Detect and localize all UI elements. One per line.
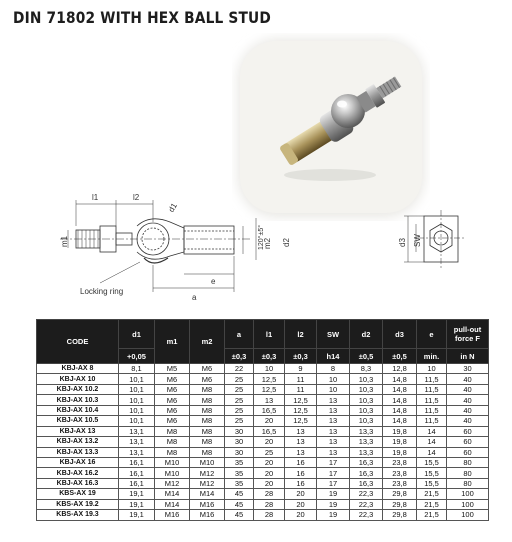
table-cell: 80 — [447, 478, 489, 488]
table-cell: 19,1 — [119, 499, 155, 509]
header-e: e — [417, 320, 447, 349]
table-cell: M14 — [190, 489, 225, 499]
tol-a: ±0,3 — [225, 349, 254, 364]
table-cell: 13 — [285, 437, 317, 447]
table-cell: 11,5 — [417, 384, 447, 394]
table-cell: 23,8 — [383, 468, 417, 478]
table-cell: M12 — [190, 478, 225, 488]
cell-code: KBJ-AX 16.3 — [37, 478, 119, 488]
table-cell: 10,3 — [350, 395, 383, 405]
table-cell: 20 — [254, 437, 285, 447]
table-cell: M8 — [190, 416, 225, 426]
header-sw: SW — [317, 320, 350, 349]
table-cell: 100 — [447, 489, 489, 499]
table-cell: 25 — [225, 384, 254, 394]
table-cell: 100 — [447, 510, 489, 520]
table-cell: 8 — [317, 364, 350, 374]
table-cell: 16,3 — [350, 468, 383, 478]
table-cell: M6 — [155, 416, 190, 426]
table-cell: 12,5 — [285, 395, 317, 405]
table-cell: 13 — [317, 447, 350, 457]
table-cell: 21,5 — [417, 510, 447, 520]
table-cell: M6 — [155, 395, 190, 405]
cell-code: KBJ-AX 8 — [37, 364, 119, 374]
table-cell: 16 — [285, 457, 317, 467]
table-cell: 11,5 — [417, 374, 447, 384]
table-cell: 13 — [317, 416, 350, 426]
table-cell: 16,3 — [350, 457, 383, 467]
table-cell: 17 — [317, 468, 350, 478]
table-cell: M10 — [190, 457, 225, 467]
table-row — [37, 457, 489, 467]
table-cell: 20 — [285, 499, 317, 509]
table-cell: M6 — [190, 364, 225, 374]
table-row — [37, 489, 489, 499]
table-cell: 100 — [447, 499, 489, 509]
cell-code: KBJ-AX 10.4 — [37, 405, 119, 415]
table-cell: 28 — [254, 510, 285, 520]
table-cell: 10 — [317, 374, 350, 384]
header-d3: d3 — [383, 320, 417, 349]
table-row — [37, 395, 489, 405]
table-cell: 80 — [447, 468, 489, 478]
table-cell: 25 — [225, 416, 254, 426]
cell-code: KBS-AX 19 — [37, 489, 119, 499]
table-cell: 13 — [317, 437, 350, 447]
cell-code: KBJ-AX 16 — [37, 457, 119, 467]
tol-l1: ±0,3 — [254, 349, 285, 364]
table-cell: 19,8 — [383, 426, 417, 436]
table-cell: 13,1 — [119, 426, 155, 436]
cell-code: KBJ-AX 10 — [37, 374, 119, 384]
dim-d2: d2 — [282, 238, 291, 247]
cell-code: KBJ-AX 16.2 — [37, 468, 119, 478]
table-cell: 40 — [447, 384, 489, 394]
table-cell: M10 — [155, 457, 190, 467]
header-pull-out-force: pull-out force F — [447, 320, 489, 349]
table-cell: 28 — [254, 489, 285, 499]
table-cell: M10 — [155, 468, 190, 478]
tol-sw: h14 — [317, 349, 350, 364]
table-cell: 16,1 — [119, 478, 155, 488]
table-cell: 16,3 — [350, 478, 383, 488]
cell-code: KBS-AX 19.3 — [37, 510, 119, 520]
table-cell: 10,1 — [119, 405, 155, 415]
table-cell: M14 — [155, 499, 190, 509]
table-header-row — [37, 320, 489, 349]
table-cell: 60 — [447, 426, 489, 436]
table-cell: 40 — [447, 405, 489, 415]
table-cell: 16,5 — [254, 426, 285, 436]
table-cell: M5 — [155, 364, 190, 374]
table-cell: 9 — [285, 364, 317, 374]
table-cell: 13 — [254, 395, 285, 405]
table-cell: 20 — [254, 468, 285, 478]
table-cell: 20 — [285, 510, 317, 520]
header-d2: d2 — [350, 320, 383, 349]
dim-d3: d3 — [398, 238, 407, 247]
table-cell: 30 — [225, 426, 254, 436]
table-cell: 80 — [447, 457, 489, 467]
table-cell: M8 — [190, 395, 225, 405]
table-cell: 12,5 — [285, 416, 317, 426]
table-cell: 11 — [285, 384, 317, 394]
table-cell: 40 — [447, 395, 489, 405]
table-row — [37, 468, 489, 478]
table-cell: 14,8 — [383, 416, 417, 426]
table-cell: M8 — [190, 426, 225, 436]
table-cell: 11,5 — [417, 405, 447, 415]
table-cell: 60 — [447, 437, 489, 447]
table-cell: M12 — [155, 478, 190, 488]
table-cell: 25 — [254, 447, 285, 457]
table-cell: 45 — [225, 489, 254, 499]
table-cell: 35 — [225, 468, 254, 478]
table-cell: 12,5 — [254, 374, 285, 384]
table-cell: M6 — [155, 405, 190, 415]
table-cell: 22 — [225, 364, 254, 374]
dim-m1: m1 — [60, 235, 69, 247]
table-row — [37, 499, 489, 509]
table-cell: 10,1 — [119, 384, 155, 394]
table-cell: 10,1 — [119, 395, 155, 405]
table-cell: 13,3 — [350, 447, 383, 457]
table-cell: 19 — [317, 489, 350, 499]
table-cell: 14,8 — [383, 405, 417, 415]
table-cell: 29,8 — [383, 510, 417, 520]
dim-sw: SW — [413, 234, 422, 247]
table-cell: 22,3 — [350, 499, 383, 509]
tol-d2: ±0,5 — [350, 349, 383, 364]
table-cell: 13,3 — [350, 437, 383, 447]
table-cell: 12,8 — [383, 364, 417, 374]
table-row — [37, 405, 489, 415]
table-cell: 23,8 — [383, 457, 417, 467]
table-cell: 13 — [317, 426, 350, 436]
header-l1: l1 — [254, 320, 285, 349]
dim-m2: m2 — [263, 237, 272, 249]
cell-code: KBJ-AX 10.2 — [37, 384, 119, 394]
table-cell: 11,5 — [417, 395, 447, 405]
cell-code: KBJ-AX 10.3 — [37, 395, 119, 405]
table-cell: 14,8 — [383, 374, 417, 384]
table-cell: 19 — [317, 510, 350, 520]
table-cell: 20 — [254, 457, 285, 467]
table-cell: 14,8 — [383, 395, 417, 405]
table-row — [37, 416, 489, 426]
table-row — [37, 426, 489, 436]
table-cell: 10 — [317, 384, 350, 394]
table-cell: 25 — [225, 395, 254, 405]
dim-angle: 120°±5° — [258, 224, 265, 250]
table-row — [37, 447, 489, 457]
tol-l2: ±0,3 — [285, 349, 317, 364]
table-cell: 16,1 — [119, 468, 155, 478]
table-cell: 8,3 — [350, 364, 383, 374]
table-cell: 12,5 — [285, 405, 317, 415]
table-cell: 30 — [447, 364, 489, 374]
table-cell: 13 — [285, 447, 317, 457]
cell-code: KBJ-AX 10.5 — [37, 416, 119, 426]
table-cell: M8 — [190, 384, 225, 394]
table-cell: 10 — [254, 364, 285, 374]
table-cell: 15,5 — [417, 457, 447, 467]
table-cell: 25 — [225, 374, 254, 384]
table-cell: 19,1 — [119, 510, 155, 520]
table-cell: 12,5 — [254, 384, 285, 394]
dim-a: a — [192, 293, 197, 302]
table-cell: 15,5 — [417, 478, 447, 488]
table-cell: 13,1 — [119, 447, 155, 457]
tol-force: in N — [447, 349, 489, 364]
table-cell: 13 — [317, 405, 350, 415]
table-cell: 23,8 — [383, 478, 417, 488]
table-cell: M8 — [155, 447, 190, 457]
table-cell: 16 — [285, 478, 317, 488]
table-cell: 21,5 — [417, 489, 447, 499]
table-cell: 14 — [417, 447, 447, 457]
table-cell: M16 — [190, 499, 225, 509]
table-cell: 22,3 — [350, 489, 383, 499]
header-d1: d1 — [119, 320, 155, 349]
table-cell: 19 — [317, 499, 350, 509]
table-cell: 16,5 — [254, 405, 285, 415]
header-l2: l2 — [285, 320, 317, 349]
header-m2: m2 — [190, 320, 225, 364]
table-cell: 13,1 — [119, 437, 155, 447]
table-cell: 16,1 — [119, 457, 155, 467]
table-cell: 45 — [225, 499, 254, 509]
header-a: a — [225, 320, 254, 349]
table-row — [37, 437, 489, 447]
table-cell: 13 — [317, 395, 350, 405]
table-cell: 40 — [447, 374, 489, 384]
table-cell: M8 — [190, 405, 225, 415]
table-cell: 14,8 — [383, 384, 417, 394]
table-cell: 10,3 — [350, 374, 383, 384]
table-body — [37, 364, 489, 521]
technical-drawing — [0, 190, 512, 310]
table-cell: 14 — [417, 437, 447, 447]
table-cell: M16 — [190, 510, 225, 520]
table-cell: 60 — [447, 447, 489, 457]
tol-e: min. — [417, 349, 447, 364]
table-cell: 20 — [254, 416, 285, 426]
table-cell: 19,8 — [383, 447, 417, 457]
table-cell: 17 — [317, 478, 350, 488]
table-cell: 30 — [225, 437, 254, 447]
dim-l2: l2 — [133, 193, 140, 202]
table-cell: 28 — [254, 499, 285, 509]
table-cell: 22,3 — [350, 510, 383, 520]
cell-code: KBJ-AX 13 — [37, 426, 119, 436]
table-cell: M8 — [155, 426, 190, 436]
table-row — [37, 364, 489, 374]
table-cell: 10,3 — [350, 405, 383, 415]
cell-code: KBS-AX 19.2 — [37, 499, 119, 509]
table-cell: M6 — [155, 374, 190, 384]
table-cell: 13 — [285, 426, 317, 436]
table-cell: 10,3 — [350, 416, 383, 426]
tol-d1: +0,05 — [119, 349, 155, 364]
header-code: CODE — [37, 320, 119, 364]
table-cell: 35 — [225, 457, 254, 467]
table-cell: M6 — [155, 384, 190, 394]
table-cell: 45 — [225, 510, 254, 520]
table-cell: 10,1 — [119, 374, 155, 384]
table-cell: 10,3 — [350, 384, 383, 394]
tol-d3: ±0,5 — [383, 349, 417, 364]
table-cell: 30 — [225, 447, 254, 457]
table-cell: 11 — [285, 374, 317, 384]
dim-d1: d1 — [166, 201, 179, 214]
table-cell: 20 — [254, 478, 285, 488]
table-cell: 29,8 — [383, 489, 417, 499]
table-cell: M8 — [155, 437, 190, 447]
table-row — [37, 374, 489, 384]
table-cell: 8,1 — [119, 364, 155, 374]
table-cell: M8 — [190, 437, 225, 447]
cell-code: KBJ-AX 13.2 — [37, 437, 119, 447]
dim-l1: l1 — [92, 193, 99, 202]
table-cell: M12 — [190, 468, 225, 478]
table-cell: M8 — [190, 447, 225, 457]
page-title: DIN 71802 WITH HEX BALL STUD — [13, 8, 271, 27]
table-row — [37, 478, 489, 488]
table-cell: 35 — [225, 478, 254, 488]
table-cell: 19,8 — [383, 437, 417, 447]
cell-code: KBJ-AX 13.3 — [37, 447, 119, 457]
dim-e: e — [211, 277, 216, 286]
header-m1: m1 — [155, 320, 190, 364]
table-row — [37, 510, 489, 520]
table-cell: 17 — [317, 457, 350, 467]
table-cell: 13,3 — [350, 426, 383, 436]
table-cell: 15,5 — [417, 468, 447, 478]
table-cell: 40 — [447, 416, 489, 426]
table-cell: 25 — [225, 405, 254, 415]
table-cell: 20 — [285, 489, 317, 499]
table-row — [37, 384, 489, 394]
table-cell: 21,5 — [417, 499, 447, 509]
table-cell: M6 — [190, 374, 225, 384]
table-cell: M14 — [155, 489, 190, 499]
table-cell: 10,1 — [119, 416, 155, 426]
locking-ring-label: Locking ring — [80, 287, 124, 296]
spec-table — [36, 319, 489, 521]
table-cell: 19,1 — [119, 489, 155, 499]
table-cell: 16 — [285, 468, 317, 478]
table-cell: 10 — [417, 364, 447, 374]
table-cell: M16 — [155, 510, 190, 520]
table-cell: 11,5 — [417, 416, 447, 426]
table-cell: 29,8 — [383, 499, 417, 509]
table-cell: 14 — [417, 426, 447, 436]
